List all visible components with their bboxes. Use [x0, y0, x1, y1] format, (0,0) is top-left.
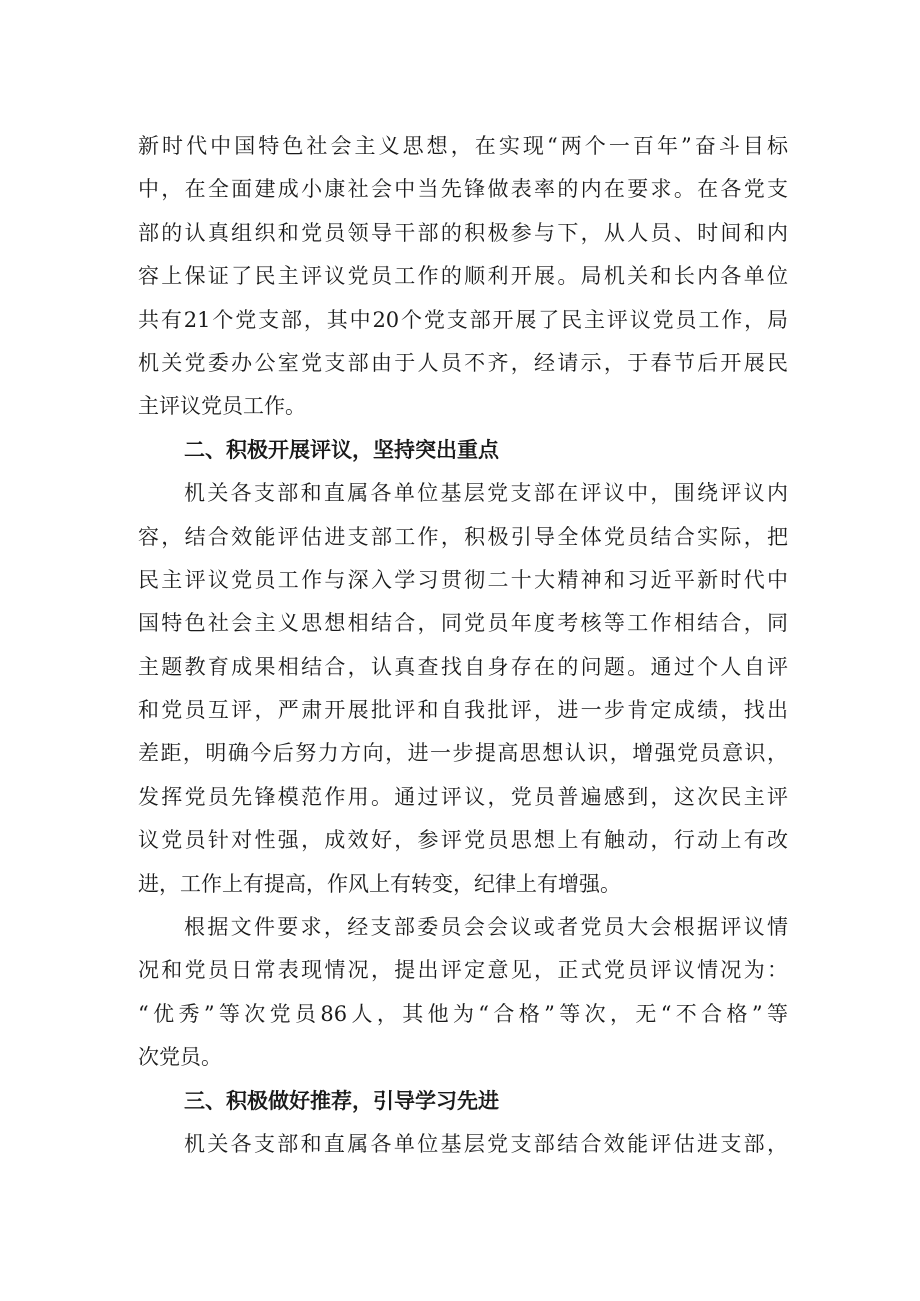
text-line: 民主评议党员工作与深入学习贯彻二十大精神和习近平新时代中	[138, 567, 788, 592]
paragraph-4	[138, 1123, 788, 1166]
text-line: 部的认真组织和党员领导干部的积极参与下，从人员、时间和内	[138, 220, 788, 245]
text-line: 国特色社会主义思想相结合，同党员年度考核等工作相结合，同	[138, 611, 788, 636]
text-line: 机关各支部和直属各单位基层党支部结合效能评估进支部，	[184, 1131, 788, 1156]
text-line: 根据文件要求，经支部委员会会议或者党员大会根据评议情	[184, 915, 788, 940]
section-heading-3: 三、积极做好推荐，引导学习先进	[184, 1088, 499, 1113]
paragraph-1	[138, 125, 788, 429]
text-line: 和党员互评，严肃开展批评和自我批评，进一步肯定成绩，找出	[138, 698, 788, 723]
text-line: 差距，明确今后努力方向，进一步提高思想认识，增强党员意识，	[138, 741, 788, 766]
text-line: 主题教育成果相结合，认真查找自身存在的问题。通过个人自评	[138, 654, 788, 679]
text-line: 新时代中国特色社会主义思想，在实现“两个一百年”奋斗目标	[138, 134, 788, 158]
text-line: 主评议党员工作。	[138, 394, 306, 419]
paragraph-3	[138, 906, 788, 1080]
text-line: 议党员针对性强，成效好，参评党员思想上有触动，行动上有改	[138, 828, 788, 853]
paragraph-2	[138, 472, 788, 906]
text-line: 机关党委办公室党支部由于人员不齐，经请示，于春节后开展民	[138, 350, 788, 375]
text-line: 共有21个党支部，其中20个党支部开展了民主评议党员工作，局	[138, 307, 788, 332]
text-line: 次党员。	[138, 1045, 222, 1070]
text-line: 容，结合效能评估进支部工作，积极引导全体党员结合实际，把	[138, 524, 788, 549]
text-line: 容上保证了民主评议党员工作的顺利开展。局机关和长内各单位	[138, 264, 788, 289]
text-line: 机关各支部和直属各单位基层党支部在评议中，围绕评议内	[184, 481, 788, 506]
document-body	[138, 125, 788, 1166]
section-heading-2: 二、积极开展评议，坚持突出重点	[184, 437, 499, 462]
text-line: 进，工作上有提高，作风上有转变，纪律上有增强。	[138, 871, 621, 896]
text-line: “优秀”等次党员86人，其他为“合格”等次，无“不合格”等	[138, 1001, 788, 1026]
text-line: 况和党员日常表现情况，提出评定意见，正式党员评议情况为：	[138, 958, 788, 983]
text-line: 发挥党员先锋模范作用。通过评议，党员普遍感到，这次民主评	[138, 784, 788, 809]
text-line: 中，在全面建成小康社会中当先锋做表率的内在要求。在各党支	[138, 177, 788, 202]
